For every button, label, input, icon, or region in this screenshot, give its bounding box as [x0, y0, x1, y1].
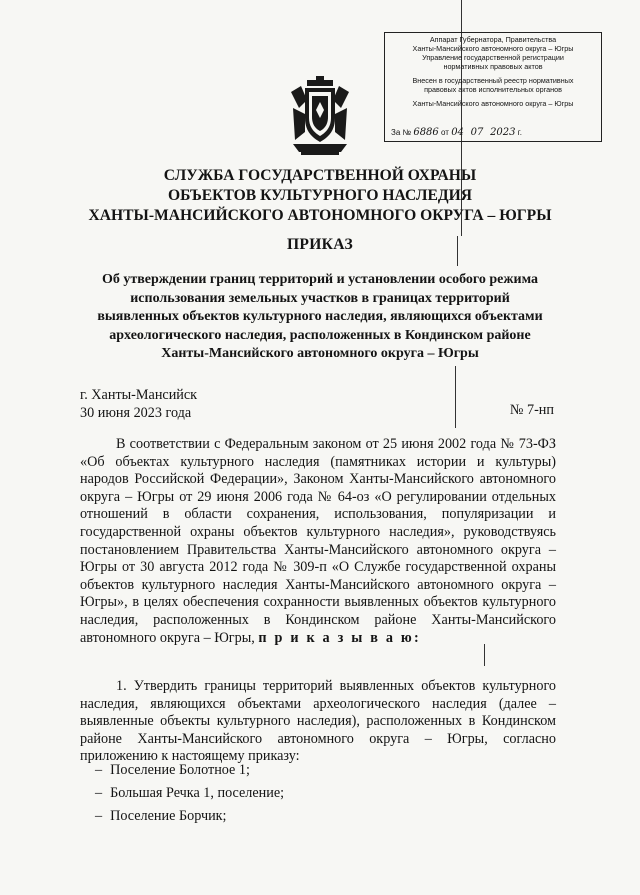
agency-line: СЛУЖБА ГОСУДАРСТВЕННОЙ ОХРАНЫ [163, 167, 477, 184]
registration-stamp [384, 32, 602, 142]
agency-line: ХАНТЫ-МАНСИЙСКОГО АВТОНОМНОГО ОКРУГА – ЮГРЫ [88, 207, 552, 224]
list-item: – Большая Речка 1, поселение; [95, 782, 284, 805]
subject-line: использования земельных участков в границах территорий [130, 290, 510, 306]
order-word: п р и к а з ы в а ю: [258, 629, 421, 646]
preamble-paragraph [80, 436, 556, 647]
subject-line: Ханты-Мансийского автономного округа – Югры [161, 346, 479, 361]
stamp-reg-number: 6886 [413, 127, 439, 138]
scan-artifact-line [455, 366, 456, 428]
stamp-reg-suffix: г. [517, 128, 522, 137]
place-and-date [80, 386, 197, 422]
subject-line: Об утверждении границ территорий и установлении особого режима [101, 272, 539, 287]
stamp-reg-month: 07 [470, 127, 484, 138]
subject-line: выявленных объектов культурного наследия, являющихся объектами [97, 309, 543, 324]
scan-artifact-line [484, 644, 485, 666]
stamp-reg-prefix: За № [391, 128, 412, 137]
stamp-line: Аппарат Губернатора, Правительства [429, 35, 557, 44]
stamp-line: правовых актов исполнительных органов [424, 85, 562, 94]
stamp-line: Внесен в государственный реестр нормативных [412, 76, 574, 85]
coat-of-arms-icon [287, 74, 353, 158]
sites-list [95, 759, 284, 828]
preamble-text: В соответствии с Федеральным законом от 25 июня 2002 года № 73-ФЗ «Об объектах культурного наследия (памятниках истории и культуры) народов Российской Федерации», Законом Ханты-Мансийского автономного округа – Югры от 29 июня 2006 года № 64-оз «О регулировании отдельных отношений в области сохранения, использования, популяризации и государственной охраны объектов культурного наследия», руководствуясь постановлением Правительства Ханты-Мансийского автономного округа – Югры от 30 августа 2012 года № 309-п «О Службе государственной охраны объектов культурного наследия Ханты-Мансийского автономного округа – Югры», в целях обеспечения сохранности выявленных объектов культурного наследия, расположенных в Кондинском районе Ханты-Мансийского автономного округа – Югры, [80, 436, 556, 646]
item-1-paragraph: 1. Утвердить границы территорий выявленных объектов культурного наследия, являющихся объектами археологического наследия (далее – выявленные объекты культурного наследия), расположенных в Кондинском районе Ханты-Мансийского автономного округа – Югры, согласно приложению к настоящему приказу: [80, 678, 556, 765]
stamp-reg-from: от [441, 128, 449, 137]
stamp-line: нормативных правовых актов [443, 62, 543, 71]
list-item: – Поселение Борчик; [95, 805, 284, 828]
agency-header [0, 166, 640, 226]
document-subject [0, 271, 640, 364]
document-number: № 7-нп [509, 402, 554, 418]
subject-line: археологического наследия, расположенных в Кондинском районе [109, 327, 531, 343]
document-type-title: ПРИКАЗ [287, 236, 353, 253]
agency-line: ОБЪЕКТОВ КУЛЬТУРНОГО НАСЛЕДИЯ [167, 187, 473, 204]
stamp-reg-year: 2023 [490, 127, 516, 138]
stamp-line: Ханты-Мансийского автономного округа – Югры [412, 99, 574, 108]
stamp-line: Управление государственной регистрации [422, 53, 564, 62]
document-place: г. Ханты-Мансийск [80, 387, 198, 403]
stamp-registration-line [391, 128, 597, 137]
stamp-line: Ханты-Мансийского автономного округа – Югры [412, 44, 574, 53]
document-date: 30 июня 2023 года [80, 405, 192, 421]
stamp-reg-day: 04 [451, 127, 464, 138]
list-item: – Поселение Болотное 1; [95, 759, 284, 782]
